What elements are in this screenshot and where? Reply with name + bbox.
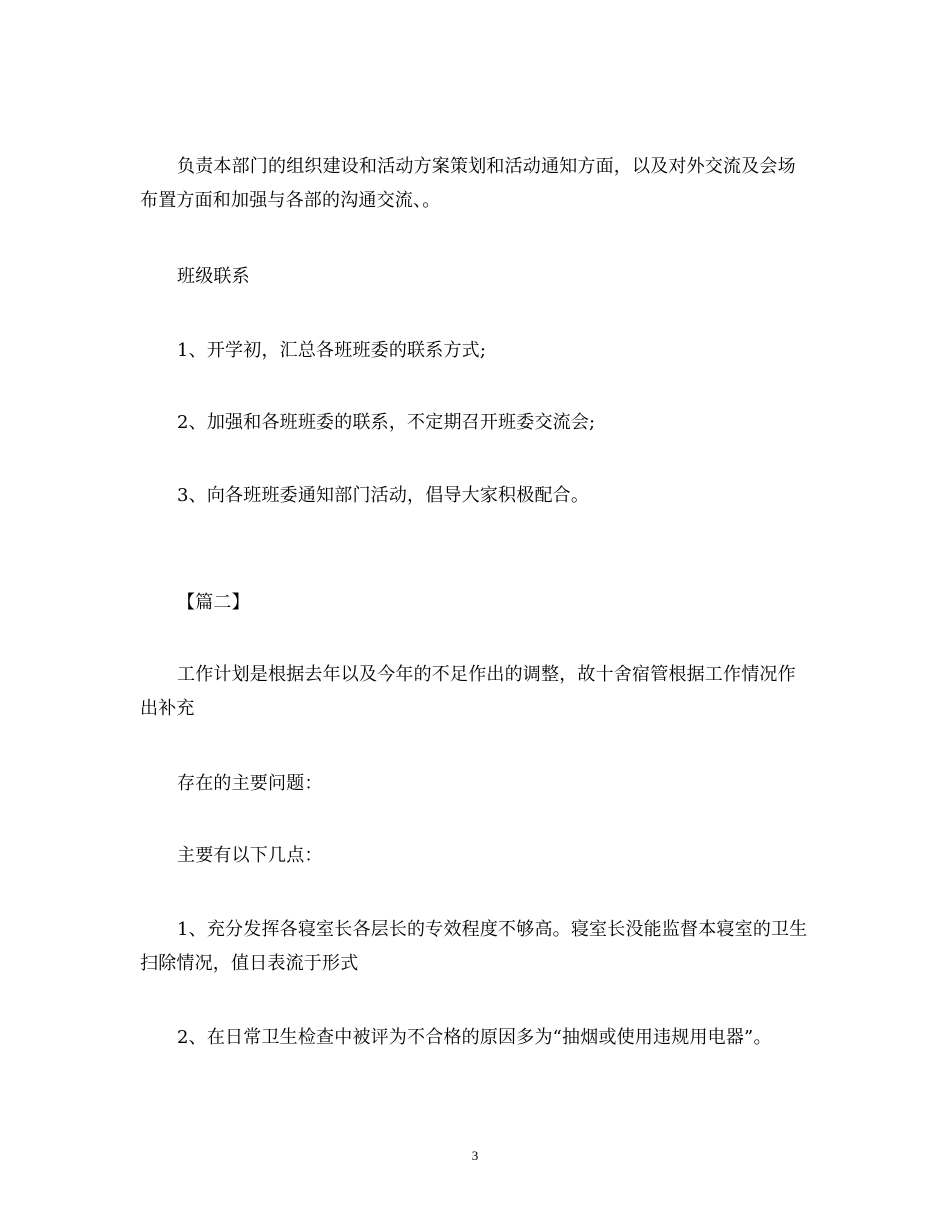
paragraph-work-plan: 工作计划是根据去年以及今年的不足作出的调整，故十舍宿管根据工作情况作出补充 — [140, 664, 796, 719]
heading-class-contact: 班级联系 — [177, 266, 250, 287]
paragraph-points-intro: 主要有以下几点： — [177, 845, 323, 866]
list-item-3: 3、向各班班委通知部门活动，倡导大家积极配合。 — [177, 485, 590, 506]
list-item-2: 2、加强和各班班委的联系，不定期召开班委交流会; — [177, 412, 596, 433]
section-title: 【篇二】 — [177, 592, 250, 613]
list-item-1: 1、开学初，汇总各班班委的联系方式; — [177, 340, 487, 361]
page-number: 3 — [471, 1148, 479, 1163]
paragraph-department-duties: 负责本部门的组织建设和活动方案策划和活动通知方面，以及对外交流及会场布置方面和加强与各部的沟通交流、。 — [140, 156, 796, 211]
heading-main-problems: 存在的主要问题： — [177, 773, 323, 794]
problem-item-1: 1、充分发挥各寝室长各层长的专效程度不够高。寝室长没能监督本寝室的卫生扫除情况，值日表流于形式 — [140, 919, 808, 974]
problem-item-2: 2、在日常卫生检查中被评为不合格的原因多为“抽烟或使用违规用电器”。 — [177, 1027, 772, 1048]
